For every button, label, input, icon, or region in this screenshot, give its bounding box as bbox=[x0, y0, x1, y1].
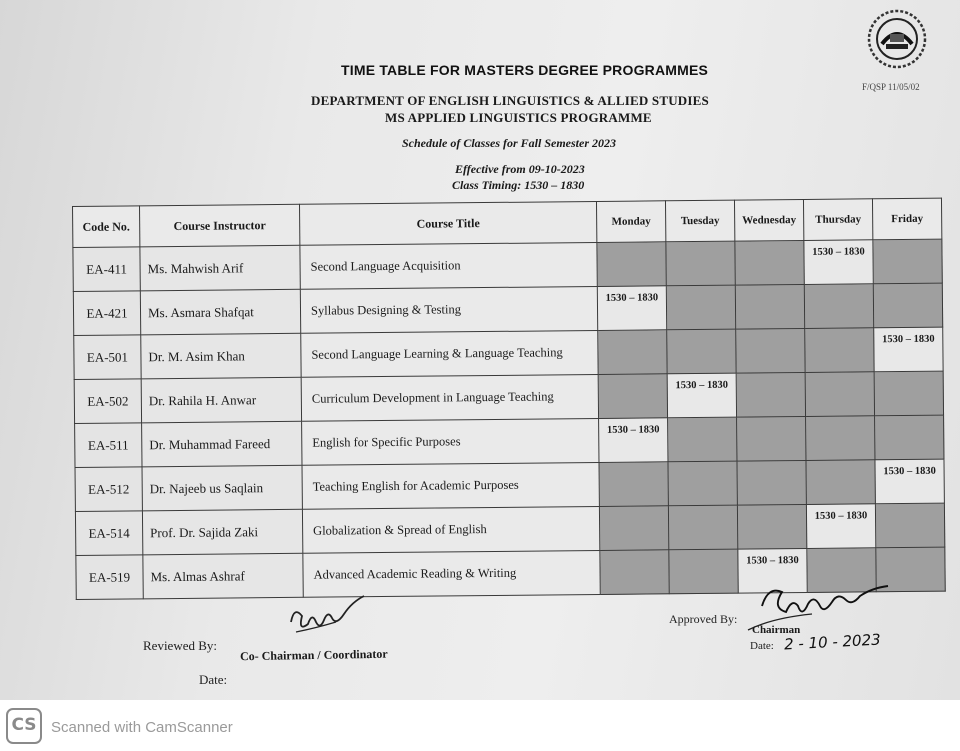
signature-left bbox=[286, 592, 368, 640]
empty-day-cell bbox=[805, 372, 874, 417]
empty-day-cell bbox=[668, 505, 737, 550]
course-title-cell: Second Language Learning & Language Teaching bbox=[301, 330, 598, 377]
course-title-cell: Second Language Acquisition bbox=[300, 242, 597, 289]
column-header: Course Title bbox=[299, 201, 596, 245]
class-time-cell: 1530 – 1830 bbox=[804, 240, 873, 285]
column-header: Code No. bbox=[73, 206, 140, 248]
class-time-cell: 1530 – 1830 bbox=[597, 286, 666, 331]
instructor-cell: Dr. Rahila H. Anwar bbox=[141, 377, 301, 423]
course-code-cell: EA-512 bbox=[75, 467, 142, 512]
empty-day-cell bbox=[666, 285, 735, 330]
column-header: Thursday bbox=[803, 199, 872, 241]
empty-day-cell bbox=[806, 460, 875, 505]
timetable-table bbox=[72, 198, 946, 600]
empty-day-cell bbox=[597, 242, 666, 287]
course-code-cell: EA-411 bbox=[73, 247, 140, 292]
course-code-cell: EA-421 bbox=[73, 291, 140, 336]
empty-day-cell bbox=[736, 372, 805, 417]
empty-day-cell bbox=[737, 460, 806, 505]
class-timing: Class Timing: 1530 – 1830 bbox=[452, 178, 585, 192]
instructor-cell: Prof. Dr. Sajida Zaki bbox=[142, 509, 302, 555]
column-header: Monday bbox=[596, 201, 665, 243]
course-title-cell: Globalization & Spread of English bbox=[302, 506, 599, 553]
scanner-watermark-bar bbox=[0, 700, 960, 751]
effective-date: Effective from 09-10-2023 bbox=[455, 162, 585, 176]
instructor-cell: Dr. Najeeb us Saqlain bbox=[142, 465, 302, 511]
instructor-cell: Dr. Muhammad Fareed bbox=[142, 421, 302, 467]
class-time-cell: 1530 – 1830 bbox=[738, 548, 807, 593]
column-header: Friday bbox=[872, 198, 941, 240]
empty-day-cell bbox=[875, 503, 944, 548]
timetable bbox=[72, 198, 946, 600]
empty-day-cell bbox=[806, 416, 875, 461]
class-time-cell: 1530 – 1830 bbox=[667, 373, 736, 418]
course-title-cell: Syllabus Designing & Testing bbox=[300, 286, 597, 333]
schedule-subtitle: Schedule of Classes for Fall Semester 2023 bbox=[402, 136, 617, 150]
empty-day-cell bbox=[598, 374, 667, 419]
empty-day-cell bbox=[598, 330, 667, 375]
empty-day-cell bbox=[875, 415, 944, 460]
class-time-cell: 1530 – 1830 bbox=[806, 504, 875, 549]
instructor-cell: Dr. M. Asim Khan bbox=[141, 333, 301, 379]
instructor-cell: Ms. Asmara Shafqat bbox=[140, 289, 300, 335]
empty-day-cell bbox=[600, 550, 669, 595]
empty-day-cell bbox=[599, 506, 668, 551]
course-title-cell: Advanced Academic Reading & Writing bbox=[303, 550, 600, 597]
co-chairman-label: Co- Chairman / Coordinator bbox=[239, 646, 388, 664]
instructor-cell: Ms. Mahwish Arif bbox=[140, 245, 300, 291]
course-code-cell: EA-511 bbox=[75, 423, 142, 468]
handwritten-date: 2 - 10 - 2023 bbox=[783, 630, 882, 654]
class-time-cell: 1530 – 1830 bbox=[875, 459, 944, 504]
chairman-label: Chairman bbox=[752, 624, 801, 636]
course-code-cell: EA-502 bbox=[74, 379, 141, 424]
date-label-left: Date: bbox=[199, 672, 228, 687]
empty-day-cell bbox=[736, 328, 805, 373]
empty-day-cell bbox=[874, 371, 943, 416]
class-time-cell: 1530 – 1830 bbox=[599, 418, 668, 463]
form-code: F/QSP 11/05/02 bbox=[862, 82, 920, 92]
empty-day-cell bbox=[735, 284, 804, 329]
course-title-cell: Curriculum Development in Language Teaching bbox=[301, 374, 598, 421]
empty-day-cell bbox=[804, 284, 873, 329]
empty-day-cell bbox=[668, 461, 737, 506]
course-title-cell: English for Specific Purposes bbox=[302, 418, 599, 465]
column-header: Course Instructor bbox=[140, 204, 300, 247]
empty-day-cell bbox=[737, 504, 806, 549]
empty-day-cell bbox=[666, 241, 735, 286]
course-code-cell: EA-519 bbox=[76, 555, 143, 600]
date-label-right: Date: bbox=[750, 640, 774, 652]
university-seal-icon bbox=[866, 8, 928, 70]
empty-day-cell bbox=[599, 462, 668, 507]
camscanner-watermark: Scanned with CamScanner bbox=[51, 719, 233, 736]
instructor-cell: Ms. Almas Ashraf bbox=[143, 553, 303, 599]
reviewed-by-label: Reviewed By: bbox=[143, 638, 218, 653]
empty-day-cell bbox=[873, 239, 942, 284]
empty-day-cell bbox=[805, 328, 874, 373]
course-code-cell: EA-514 bbox=[75, 511, 142, 556]
course-title-cell: Teaching English for Academic Purposes bbox=[302, 462, 599, 509]
programme-name: MS APPLIED LINGUISTICS PROGRAMME bbox=[385, 110, 652, 125]
department-name: DEPARTMENT OF ENGLISH LINGUISTICS & ALLIED STUDIES bbox=[311, 93, 709, 108]
camscanner-logo: CS bbox=[6, 708, 42, 744]
empty-day-cell bbox=[667, 329, 736, 374]
empty-day-cell bbox=[735, 240, 804, 285]
empty-day-cell bbox=[873, 283, 942, 328]
column-header: Wednesday bbox=[734, 199, 803, 241]
empty-day-cell bbox=[737, 416, 806, 461]
approved-by-label: Approved By: bbox=[669, 612, 738, 626]
column-header: Tuesday bbox=[665, 200, 734, 242]
empty-day-cell bbox=[668, 417, 737, 462]
course-code-cell: EA-501 bbox=[74, 335, 141, 380]
page-title: TIME TABLE FOR MASTERS DEGREE PROGRAMMES bbox=[341, 62, 709, 78]
class-time-cell: 1530 – 1830 bbox=[874, 327, 943, 372]
empty-day-cell bbox=[669, 549, 738, 594]
